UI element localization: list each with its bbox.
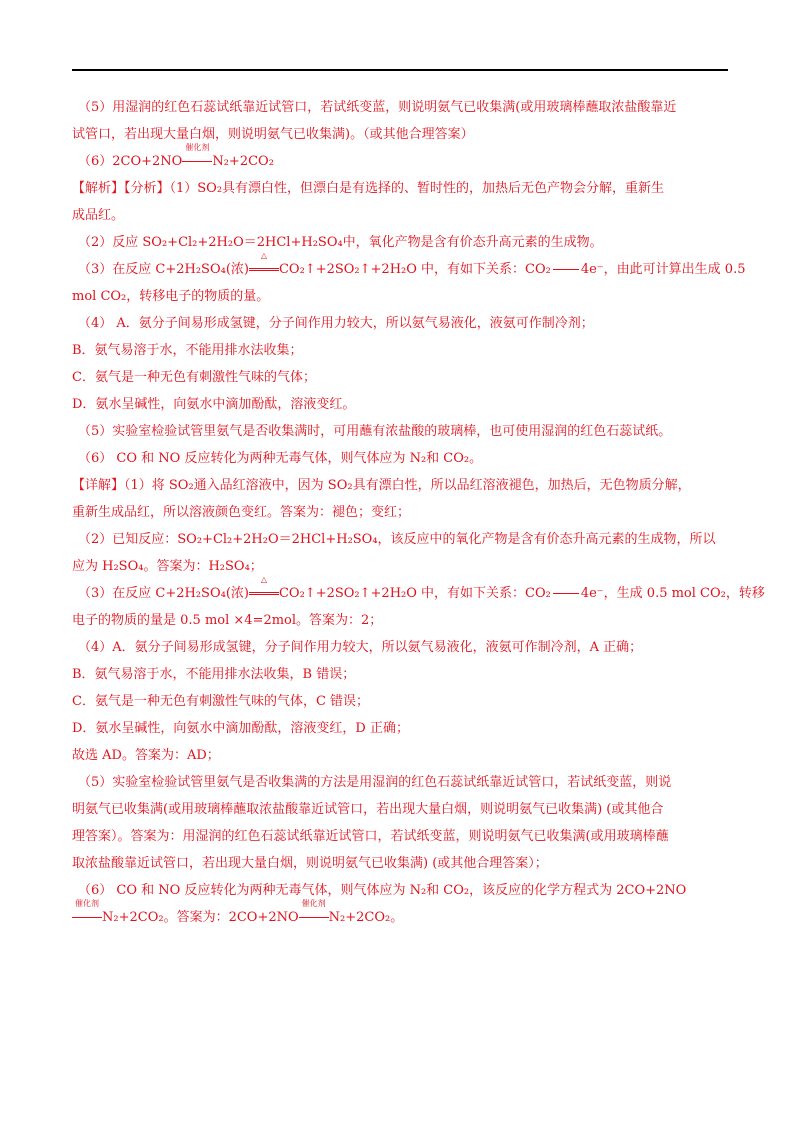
equation-reactants: （3）在反应 C+2H₂SO₄(浓) bbox=[78, 262, 249, 277]
detail-line-14: 理答案）。答案为：用湿润的红色石蕊试纸靠近试管口，若试纸变蓝，则说明氨气已收集满(或用玻璃棒蘸 bbox=[72, 829, 669, 844]
analysis-line-4 bbox=[72, 251, 746, 283]
reaction-arrow-bar bbox=[72, 917, 102, 918]
condition-label: 催化剂 bbox=[75, 899, 99, 908]
condition-label: 催化剂 bbox=[185, 143, 210, 152]
detail-line-2: 重新生成品红，所以溶液颜色变红。答案为：褪色；变红； bbox=[72, 505, 411, 520]
analysis-line-6: （4） A．氨分子间易形成氢键，分子间作用力较大，所以氨气易液化，液氨可作制冷剂； bbox=[78, 316, 594, 331]
analysis-line-10: （5）实验室检验试管里氨气是否收集满时，可用蘸有浓盐酸的玻璃棒，也可使用湿润的红色石蕊试纸。 bbox=[78, 424, 672, 439]
analysis-line-5: mol CO₂，转移电子的物质的量。 bbox=[72, 289, 270, 304]
detail-line-6: 电子的物质的量是 0.5 mol ×4=2mol。答案为：2； bbox=[72, 613, 383, 628]
detail-line-8: B．氨气易溶于水，不能用排水法收集，B 错误； bbox=[72, 667, 356, 682]
detail-line-17 bbox=[72, 899, 732, 931]
detail-line-16: （6） CO 和 NO 反应转化为两种无毒气体，则气体应为 N₂和 CO₂，该反应的化学方程式为 2CO+2NO bbox=[78, 883, 687, 898]
reaction-arrow-bar bbox=[299, 917, 329, 918]
equation-reactants: （6）2CO+2NO bbox=[78, 154, 183, 169]
equation-reactants: （3）在反应 C+2H₂SO₄(浓) bbox=[78, 586, 249, 601]
reaction-condition-heat bbox=[249, 251, 279, 283]
analysis-line-11: （6） CO 和 NO 反应转化为两种无毒气体，则气体应为 N₂和 CO₂。 bbox=[78, 451, 483, 466]
analysis-line-2: 成品红。 bbox=[72, 208, 125, 223]
equation-products: N₂+2CO₂ bbox=[212, 154, 274, 169]
analysis-line-3: （2）反应 SO₂+Cl₂+2H₂O＝2HCl+H₂SO₄中，氧化产物是含有价态升高元素的生成物。 bbox=[78, 235, 603, 250]
heat-symbol: △ bbox=[260, 575, 268, 584]
detail-line-15: 取浓盐酸靠近试管口，若出现大量白烟，则说明氨气已收集满) (或其他合理答案）； bbox=[72, 856, 548, 871]
reaction-equals-bar bbox=[249, 592, 279, 595]
relation-dash bbox=[553, 269, 579, 270]
reaction-condition-catalyst bbox=[72, 899, 102, 931]
analysis-line-9: D．氨水呈碱性，向氨水中滴加酚酞，溶液变红。 bbox=[72, 397, 356, 412]
relation-dash bbox=[553, 593, 579, 594]
answer-5-line-1: （5）用湿润的红色石蕊试纸靠近试管口，若试纸变蓝，则说明氨气已收集满(或用玻璃棒蘸取浓盐酸靠近 bbox=[78, 100, 677, 115]
reaction-condition-catalyst bbox=[299, 899, 329, 931]
detail-line-7: （4）A．氨分子间易形成氢键，分子间作用力较大，所以氨气易液化，液氨可作制冷剂，A 正确； bbox=[78, 640, 643, 655]
detail-line-1: 【详解】（1）将 SO₂通入品红溶液中，因为 SO₂具有漂白性，所以品红溶液褪色，加热后，无色物质分解， bbox=[72, 478, 691, 493]
equation-products-and-answer: N₂+2CO₂。答案为：2CO+2NO bbox=[102, 910, 299, 925]
reaction-condition-catalyst bbox=[182, 143, 212, 175]
detail-line-5 bbox=[72, 575, 765, 607]
detail-line-9: C．氨气是一种无色有刺激性气味的气体，C 错误； bbox=[72, 694, 370, 709]
analysis-line-8: C．氨气是一种无色有刺激性气味的气体； bbox=[72, 370, 316, 385]
condition-label: 催化剂 bbox=[301, 899, 326, 908]
header-rule bbox=[72, 69, 728, 71]
detail-line-3: （2）已知反应：SO₂+Cl₂+2H₂O＝2HCl+H₂SO₄，该反应中的氧化产物是含有价态升高元素的生成物，所以 bbox=[78, 532, 716, 547]
detail-line-10: D．氨水呈碱性，向氨水中滴加酚酞，溶液变红，D 正确； bbox=[72, 721, 409, 736]
reaction-arrow-bar bbox=[182, 161, 212, 162]
answer-content bbox=[72, 94, 765, 931]
analysis-line-7: B．氨气易溶于水，不能用排水法收集； bbox=[72, 343, 303, 358]
reaction-equals-bar bbox=[249, 268, 279, 271]
heat-symbol: △ bbox=[260, 251, 268, 260]
analysis-line-1: 【解析】【分析】（1）SO₂具有漂白性，但漂白是有选择的、暂时性的，加热后无色产物会分解，重新生 bbox=[72, 181, 665, 196]
answer-5-line-2: 试管口，若出现大量白烟，则说明氨气已收集满)。（或其他合理答案） bbox=[72, 127, 474, 142]
relation-electrons: 4e⁻，生成 0.5 mol CO₂，转移 bbox=[580, 586, 765, 601]
equation-products: CO₂↑+2SO₂↑+2H₂O 中，有如下关系：CO₂ bbox=[278, 262, 551, 277]
answer-6-equation bbox=[72, 143, 732, 175]
detail-line-11: 故选 AD。答案为：AD； bbox=[72, 748, 220, 763]
relation-electrons: 4e⁻，由此可计算出生成 0.5 bbox=[580, 262, 746, 277]
equation-products: CO₂↑+2SO₂↑+2H₂O 中，有如下关系：CO₂ bbox=[278, 586, 551, 601]
equation-products: N₂+2CO₂。 bbox=[328, 910, 404, 925]
detail-line-13: 明氨气已收集满(或用玻璃棒蘸取浓盐酸靠近试管口，若出现大量白烟，则说明氨气已收集满) (或其他合 bbox=[72, 802, 664, 817]
reaction-condition-heat bbox=[249, 575, 279, 607]
detail-line-12: （5）实验室检验试管里氨气是否收集满的方法是用湿润的红色石蕊试纸靠近试管口，若试纸变蓝，则说 bbox=[78, 775, 672, 790]
detail-line-4: 应为 H₂SO₄。答案为：H₂SO₄； bbox=[72, 559, 263, 574]
